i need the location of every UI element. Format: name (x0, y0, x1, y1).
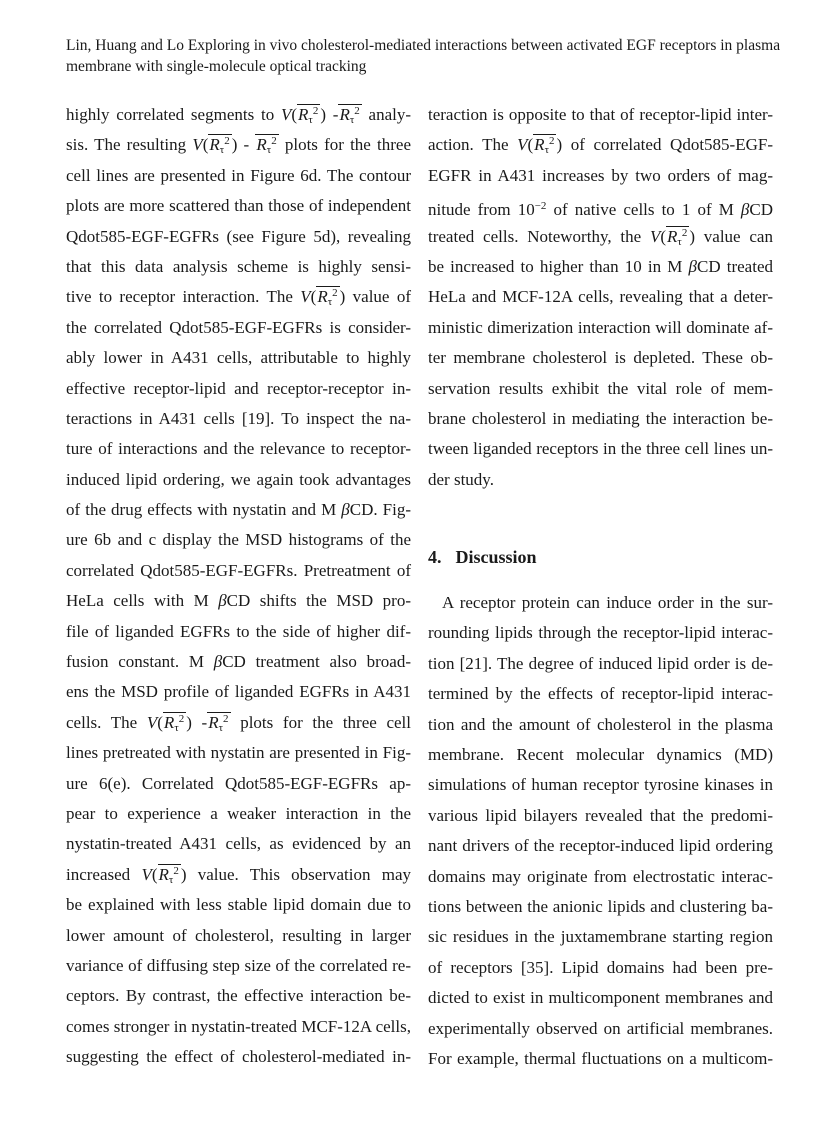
text-line: lower amount of cholesterol, resulting in larger (66, 925, 411, 945)
section-title: Discussion (455, 547, 537, 568)
text-line: teractions in A431 cells [19]. To inspect the na- (66, 408, 411, 428)
text-line: Qdot585-EGF-EGFRs (see Figure 5d), revealing (66, 226, 411, 246)
text-line: tion and the amount of cholesterol in the plasma (428, 714, 773, 734)
text-line: variance of diffusing step size of the correlated re- (66, 955, 411, 975)
text-line: ceptors. By contrast, the effective interaction be- (66, 986, 411, 1006)
text-line: dicted to exist in multicomponent membranes and (428, 988, 773, 1008)
running-head-line2: membrane with single-molecule optical tracking (66, 58, 367, 75)
text-line: simulations of human receptor tyrosine kinases in (428, 775, 773, 795)
text-line: nystatin-treated A431 cells, as evidenced by an (66, 834, 411, 854)
running-head (66, 35, 781, 77)
text-line: of receptors [35]. Lipid domains had been pre- (428, 957, 773, 977)
running-head-line1: Lin, Huang and Lo Exploring in vivo cholesterol-mediated interactions between activated EGF receptors in plasma (66, 37, 781, 54)
text-line: cell lines are presented in Figure 6d. The contour (66, 165, 411, 185)
text-line: cells. The $V(R\tau^2$ ) $-R\tau^2$ plots for the three cell (66, 712, 411, 734)
text-line: be explained with less stable lipid domain due to (66, 895, 411, 915)
text-line: pear to experience a weaker interaction in the (66, 803, 411, 823)
text-line: treated cells. Noteworthy, the $V(R\tau^2$ ) value can (428, 226, 773, 248)
text-line: sis. The resulting $V(R\tau^2$ ) - $R\tau^2$ plots for the three (66, 135, 411, 157)
section-heading (428, 545, 773, 569)
text-line: nitude from $10^{-2}$ of native cells to 1 of M βCD (428, 200, 773, 220)
text-line: lines pretreated with nystatin are presented in Fig- (66, 743, 411, 763)
text-line: experimentally observed on artificial membranes. (428, 1018, 773, 1038)
text-line: ens the MSD profile of liganded EGFRs in A431 (66, 682, 411, 702)
text-line: ure 6(e). Correlated Qdot585-EGF-EGFRs ap- (66, 773, 411, 793)
text-line: tion [21]. The degree of induced lipid order is de- (428, 653, 773, 673)
text-line: sic residues in the juxtamembrane starting region (428, 927, 773, 947)
text-line: domains may originate from electrostatic interac- (428, 866, 773, 886)
text-line: be increased to higher than 10 in M βCD treated (428, 256, 773, 276)
text-line: nant drivers of the receptor-induced lipid ordering (428, 836, 773, 856)
text-line: fusion constant. M βCD treatment also broad- (66, 652, 411, 672)
left-column (66, 100, 411, 1073)
text-line: that this data analysis scheme is highly sensi- (66, 256, 411, 276)
text-line: termined by the effects of receptor-lipid interac- (428, 684, 773, 704)
text-line: servation results exhibit the vital role of mem- (428, 378, 773, 398)
text-line: membrane. Recent molecular dynamics (MD) (428, 745, 773, 765)
text-line: ure 6b and c display the MSD histograms of the (66, 530, 411, 550)
text-line: For example, thermal fluctuations on a multicom- (428, 1048, 773, 1068)
text-line: ministic dimerization interaction will dominate af- (428, 317, 773, 337)
text-line: HeLa cells with M βCD shifts the MSD pro- (66, 591, 411, 611)
text-line: suggesting the effect of cholesterol-mediated in- (66, 1047, 411, 1067)
text-line: ter membrane cholesterol is depleted. These ob- (428, 348, 773, 368)
text-line: comes stronger in nystatin-treated MCF-12A cells, (66, 1016, 411, 1036)
text-line: ably lower in A431 cells, attributable to highly (66, 348, 411, 368)
text-line: HeLa and MCF-12A cells, revealing that a deter- (428, 287, 773, 307)
text-line: increased $V(R\tau^2$ ) value. This observation may (66, 864, 411, 886)
text-line: tions between the anionic lipids and clustering ba- (428, 896, 773, 916)
text-line: der study. (428, 469, 494, 489)
right-column (428, 100, 773, 1074)
text-line: A receptor protein can induce order in the sur- (442, 593, 773, 613)
paragraph (66, 100, 411, 1073)
text-line: tween liganded receptors in the three cell lines un- (428, 439, 773, 459)
paragraph (428, 588, 773, 1074)
text-line: brane cholesterol in mediating the interaction be- (428, 408, 773, 428)
text-line: rounding lipids through the receptor-lipid interac- (428, 623, 773, 643)
text-line: plots are more scattered than those of independent (66, 196, 411, 216)
text-line: EGFR in A431 increases by two orders of mag- (428, 165, 773, 185)
text-line: effective receptor-lipid and receptor-receptor in- (66, 378, 411, 398)
text-line: ture of interactions and the relevance to receptor- (66, 439, 411, 459)
text-line: tive to receptor interaction. The $V(R\tau^2$ ) value of (66, 287, 411, 309)
paragraph (428, 100, 773, 495)
text-line: various lipid bilayers revealed that the predomi- (428, 805, 773, 825)
text-line: correlated Qdot585-EGF-EGFRs. Pretreatment of (66, 560, 411, 580)
text-line: teraction is opposite to that of receptor-lipid inter- (428, 105, 773, 124)
text-line: of the drug effects with nystatin and M βCD. Fig- (66, 500, 411, 520)
text-line: highly correlated segments to $V(R\tau^2$ ) $-R\tau^2$ analy- (66, 105, 411, 126)
text-line: induced lipid ordering, we again took advantages (66, 469, 411, 489)
section-number: 4. (428, 547, 442, 568)
text-line: file of liganded EGFRs to the side of higher dif- (66, 621, 411, 641)
text-line: the correlated Qdot585-EGF-EGFRs is consider- (66, 317, 411, 337)
text-line: action. The $V(R\tau^2$ ) of correlated Qdot585-EGF- (428, 135, 773, 157)
